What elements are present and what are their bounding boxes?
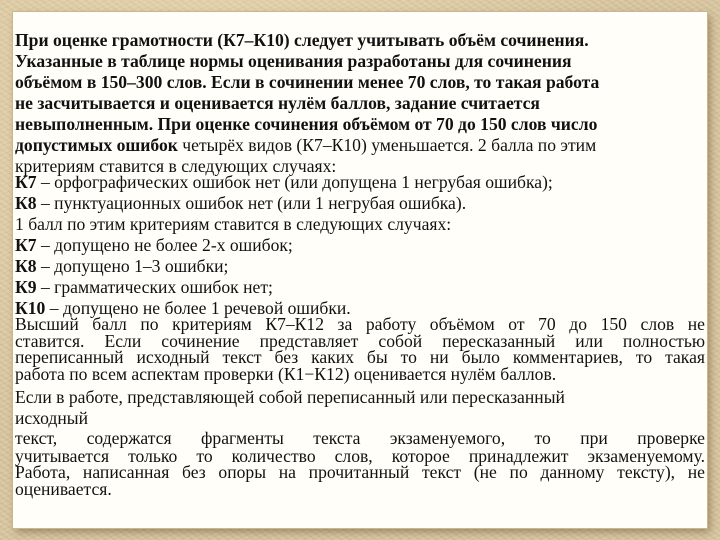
text-line <box>15 172 707 193</box>
text-line: Если в работе, представляющей собой переписанный или пересказанный <box>15 386 565 407</box>
criterion-label: К8 <box>15 193 37 213</box>
text-line <box>15 256 707 277</box>
text-line: переписанный исходный текст без каких бы то ни было комментариев, то такая <box>15 347 705 367</box>
text-line: текст, содержатся фрагменты текста экзаменуемого, то при проверке <box>15 427 705 448</box>
criterion-label: К7 <box>15 172 37 192</box>
text-fragment: – допущено не более 2-х ошибок; <box>36 235 293 255</box>
text-fragment: – грамматических ошибок нет; <box>36 277 273 297</box>
criterion-label: К10 <box>15 298 46 318</box>
text-line: объёмом в 150–300 слов. Если в сочинении менее 70 слов, то такая работа <box>15 72 600 92</box>
text-line: Указанные в таблице нормы оценивания разработаны для сочинения <box>15 51 572 71</box>
text-line: При оценке грамотности (К7–К10) следует учитывать объём сочинения. <box>15 30 589 50</box>
text-fragment: – допущено не более 1 речевой ошибки. <box>45 298 351 318</box>
text-line: Высший балл по критериям К7–К12 за работу объёмом от 70 до 150 слов не <box>15 314 705 334</box>
text-fragment: – допущено 1–3 ошибки; <box>36 256 229 276</box>
text-fragment: четырёх видов (К7–К10) уменьшается. 2 балла по этим <box>177 135 597 155</box>
text-fragment: – пунктуационных ошибок нет (или 1 негрубая ошибка). <box>36 193 467 213</box>
text-fragment: – орфографических ошибок нет (или допущена 1 негрубая ошибка); <box>36 172 553 192</box>
text-line: невыполненным. При оценке сочинения объёмом от 70 до 150 слов число <box>15 114 598 134</box>
document-body <box>15 30 707 497</box>
text-line: не засчитывается и оценивается нулём баллов, задание считается <box>15 93 540 113</box>
criterion-label: К8 <box>15 256 37 276</box>
text-line <box>15 277 707 298</box>
text-line: оценивается. <box>15 478 112 499</box>
criterion-label: К7 <box>15 235 37 255</box>
criterion-label: К9 <box>15 277 37 297</box>
text-line: ставится. Если сочинение представляет собой пересказанный или полностью <box>15 330 705 351</box>
text-line: исходный <box>15 407 89 428</box>
text-line: 1 балл по этим критериям ставится в следующих случаях: <box>15 214 452 234</box>
text-line <box>15 235 707 256</box>
bold-fragment: допустимых ошибок <box>15 135 178 155</box>
text-line: Работа, написанная без опоры на прочитанный текст (не по данному тексту), не <box>15 462 705 482</box>
text-line: учитывается только то количество слов, которое принадлежит экзаменуемому. <box>15 445 705 466</box>
text-line: критериям ставится в следующих случаях: <box>15 156 337 176</box>
text-line <box>15 135 707 156</box>
text-line <box>15 193 707 214</box>
text-line: работа по всем аспектам проверки (К1−К12) оценивается нулём баллов. <box>15 363 557 384</box>
